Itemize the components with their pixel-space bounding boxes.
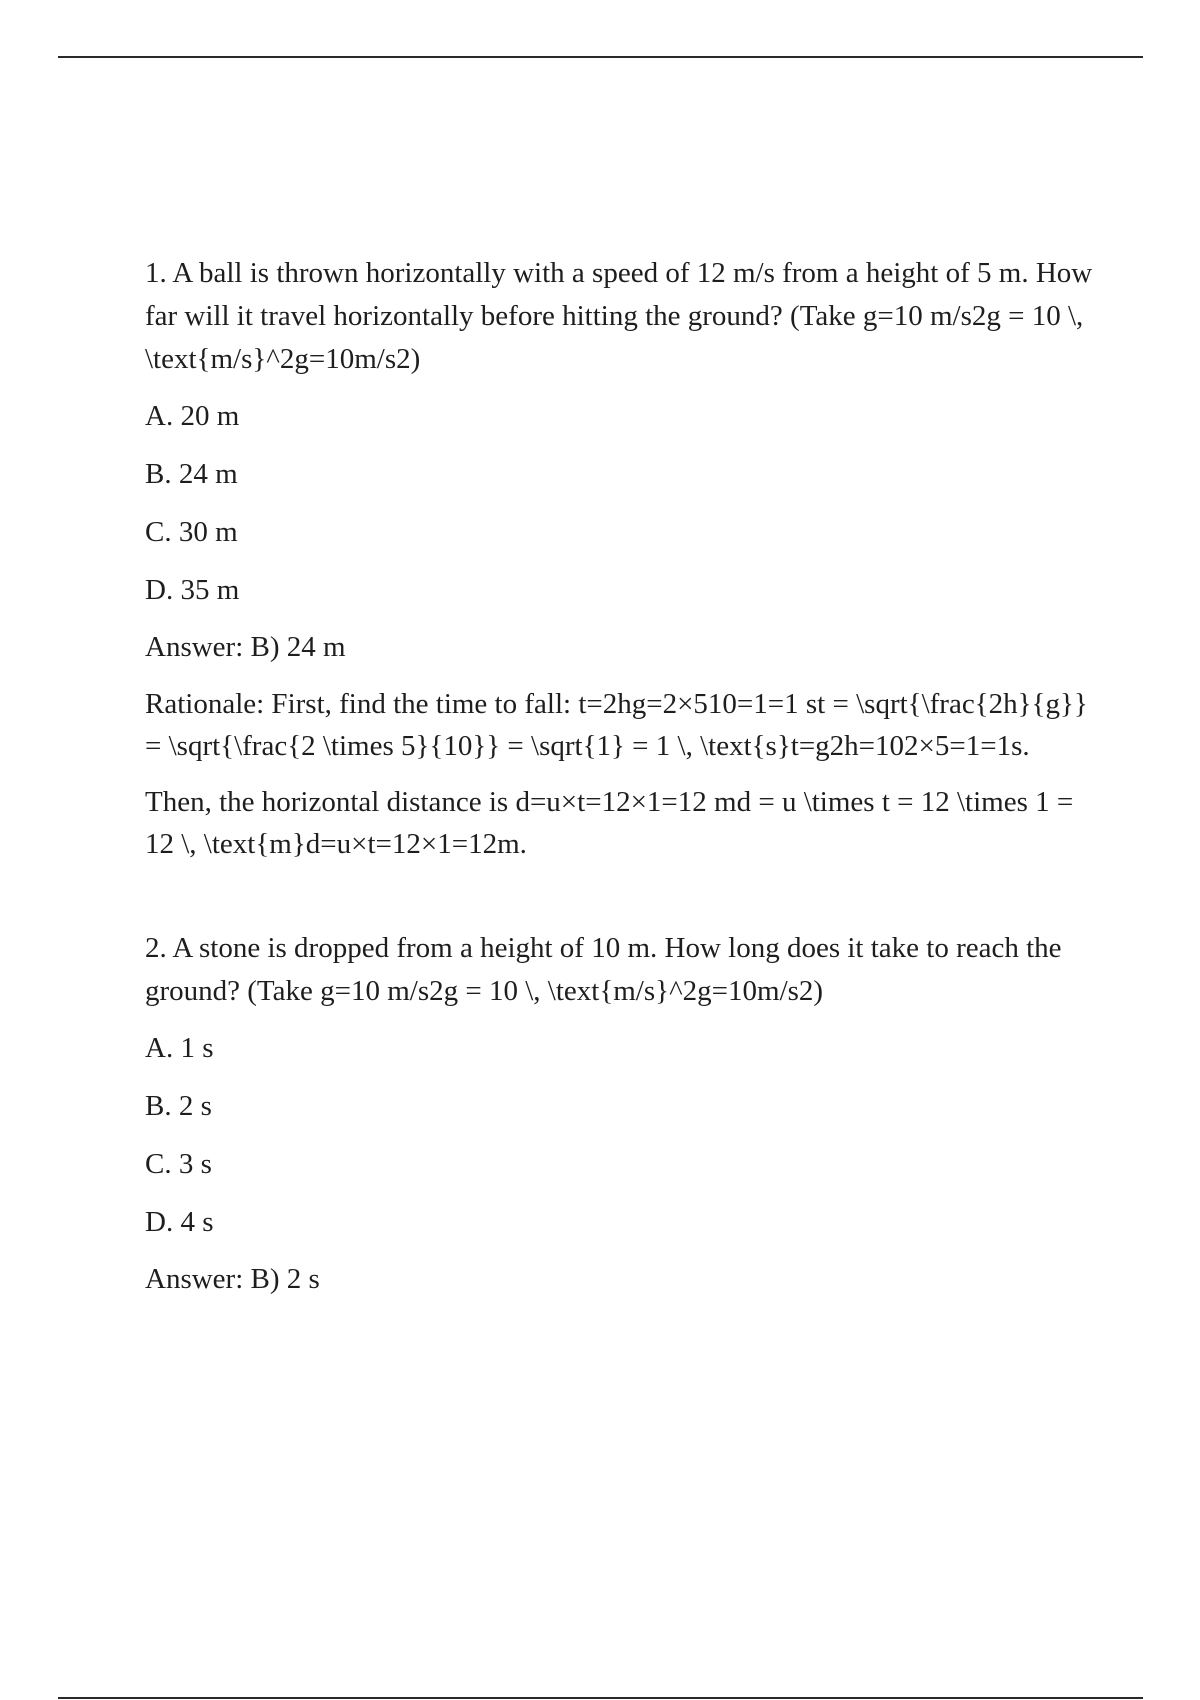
option-a: A. 20 m [145,400,240,432]
question-block-2 [145,927,1095,1301]
option-d: D. 35 m [145,574,240,606]
option-b: B. 2 s [145,1090,212,1122]
option-c: C. 3 s [145,1148,212,1180]
rationale-paragraph: Then, the horizontal distance is d=u×t=12×1=12 md = u \times t = 12 \times 1 = 12 \, \text{m}d=u×t=12×1=12m. [145,786,1074,860]
option-c: C. 30 m [145,516,238,548]
option-d: D. 4 s [145,1206,214,1238]
answer-line: Answer: B) 2 s [145,1263,320,1295]
option-a: A. 1 s [145,1032,214,1064]
rationale-paragraph: Rationale: First, find the time to fall: t=2hg=2×510=1=1 st = \sqrt{\frac{2h}{g}} = \sqrt{\frac{2 \times 5}{10}} = \sqrt{1} = 1 \, \text{s}t=g2h=102×5=1=1s. [145,688,1088,762]
bottom-rule [58,1697,1143,1699]
document-body [145,252,1095,1301]
question-text: 1. A ball is thrown horizontally with a speed of 12 m/s from a height of 5 m. How far will it travel horizontally before hitting the ground? (Take g=10 m/s2g = 10 \, \text{m/s}^2g=10m/s2) [145,257,1093,375]
question-text: 2. A stone is dropped from a height of 10 m. How long does it take to reach the ground? (Take g=10 m/s2g = 10 \, \text{m/s}^2g=10m/s2) [145,932,1062,1007]
option-b: B. 24 m [145,458,238,490]
top-rule [58,56,1143,58]
answer-line: Answer: B) 24 m [145,631,346,663]
question-block-1 [145,252,1095,865]
